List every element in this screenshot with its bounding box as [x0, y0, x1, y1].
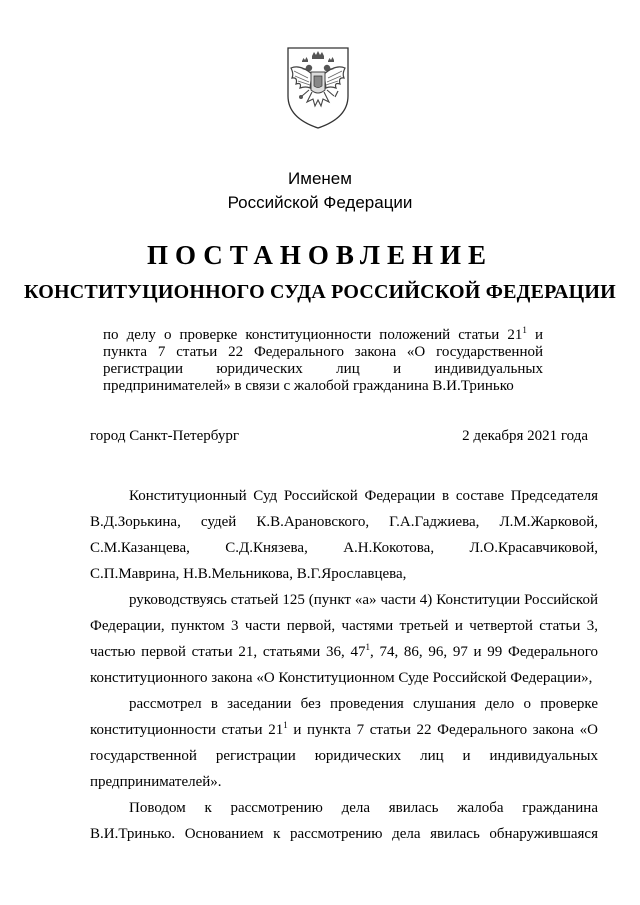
body-line: С.М.Казанцева, С.Д.Князева, А.Н.Кокотова, Л.О.Красавчиковой,: [90, 540, 598, 556]
body-line: руководствуясь статьей 125 (пункт «а» части 4) Конституции Российской: [129, 592, 598, 608]
header-imenem: Именем: [288, 169, 352, 188]
caption-line: пункта 7 статьи 22 Федерального закона «О государственной: [103, 344, 543, 360]
body-line: конституционности статьи $21^1$ и пункта 7 статьи 22 Федерального закона «О: [90, 720, 598, 738]
place-of-issue: город Санкт-Петербург: [90, 428, 239, 444]
document-title: ПОСТАНОВЛЕНИЕ: [146, 240, 494, 270]
body-line: Поводом к рассмотрению дела явилась жалоба гражданина: [129, 800, 598, 816]
document-body: [90, 483, 598, 847]
caption-line: предпринимателей» в связи с жалобой гражданина В.И.Тринько: [103, 378, 514, 394]
body-line: С.П.Маврина, Н.В.Мельникова, В.Г.Ярославцева,: [90, 566, 407, 582]
body-line: государственной регистрации юридических лиц и индивидуальных: [90, 748, 598, 764]
document-subtitle: КОНСТИТУЦИОННОГО СУДА РОССИЙСКОЙ ФЕДЕРАЦИИ: [24, 281, 616, 303]
body-line: В.И.Тринько. Основанием к рассмотрению дела явилась обнаружившаяся: [90, 826, 598, 842]
body-line: предпринимателей».: [90, 774, 222, 790]
russian-coat-of-arms-icon: [282, 44, 354, 130]
caption-line: регистрации юридических лиц и индивидуальных: [103, 361, 543, 377]
document-date: 2 декабря 2021 года: [462, 428, 588, 444]
body-line: частью первой статьи 21, статьями 36, $47^1$, 74, 86, 96, 97 и 99 Федерального: [90, 642, 598, 660]
case-caption: [103, 327, 543, 395]
body-line: В.Д.Зорькина, судей К.В.Арановского, Г.А.Гаджиева, Л.М.Жарковой,: [90, 514, 598, 530]
body-line: Федерации, пунктом 3 части первой, частями третьей и четвертой статьи 3,: [90, 618, 598, 634]
caption-line: по делу о проверке конституционности положений статьи $21^1$ и: [103, 325, 543, 343]
body-line: рассмотрел в заседании без проведения слушания дело о проверке: [129, 696, 598, 712]
header-federation: Российской Федерации: [227, 193, 413, 212]
body-line: Конституционный Суд Российской Федерации в составе Председателя: [129, 488, 598, 504]
body-line: конституционного закона «О Конституционном Суде Российской Федерации»,: [90, 670, 593, 686]
